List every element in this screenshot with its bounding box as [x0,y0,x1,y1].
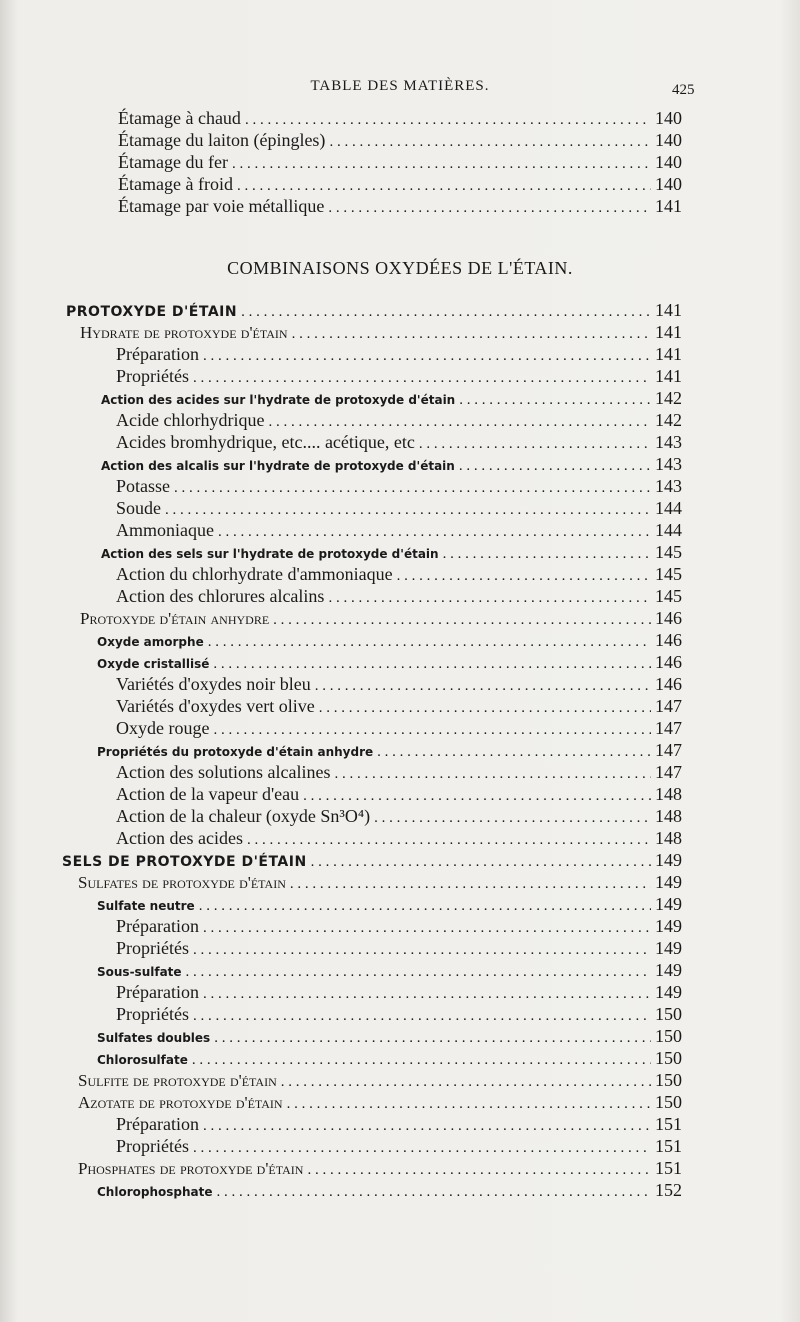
toc-entry: Action de la chaleur (oxyde Sn³O⁴) . . . 148 [116,806,682,828]
toc-subsection: Sulfate neutre . . . 149 [97,894,682,916]
toc-entry: Potasse . . . 143 [116,476,682,498]
toc-entry: Variétés d'oxydes noir bleu . . . 146 [116,674,682,696]
toc-entry: Étamage du fer . . . 140 [118,152,682,174]
toc-entry: Étamage à chaud . . . 140 [118,108,682,130]
toc-section: Hydrate de protoxyde d'étain . . . 141 [80,322,682,344]
toc-subsection: Action des acides sur l'hydrate de protoxyde d'étain . . . 142 [101,388,682,410]
toc-entry: Préparation . . . 149 [116,916,682,938]
toc-entry: Étamage par voie métallique . . . 141 [118,196,682,218]
toc-subsection: Oxyde amorphe . . . 146 [97,630,682,652]
toc-entry: Étamage du laiton (épingles) . . . 140 [118,130,682,152]
toc-subsection: Sulfates doubles . . . 150 [97,1026,682,1048]
toc-section: Protoxyde d'étain anhydre . . . 146 [80,608,682,630]
toc-subsection: Action des sels sur l'hydrate de protoxyde d'étain . . . 145 [101,542,682,564]
toc-chapter: SELS DE PROTOXYDE D'ÉTAIN . . . 149 [62,850,682,872]
toc-entry: Propriétés . . . 149 [116,938,682,960]
toc-entry: Propriétés . . . 150 [116,1004,682,1026]
toc-entry: Soude . . . 144 [116,498,682,520]
toc-entry: Propriétés . . . 151 [116,1136,682,1158]
toc-entry: Action de la vapeur d'eau . . . 148 [116,784,682,806]
page-number: 425 [672,82,695,98]
toc-entry: Variétés d'oxydes vert olive . . . 147 [116,696,682,718]
toc-subsection: Propriétés du protoxyde d'étain anhydre . . . 147 [97,740,682,762]
toc-section: Sulfates de protoxyde d'étain . . . 149 [78,872,682,894]
toc-entry: Préparation . . . 141 [116,344,682,366]
toc-entry: Oxyde rouge . . . 147 [116,718,682,740]
toc-entry: Action des solutions alcalines . . . 147 [116,762,682,784]
toc-entry: Acides bromhydrique, etc.... acétique, etc . . . 143 [116,432,682,454]
toc-entry: Préparation . . . 151 [116,1114,682,1136]
toc-entry: Propriétés . . . 141 [116,366,682,388]
toc-section: Azotate de protoxyde d'étain . . . 150 [78,1092,682,1114]
toc-entry: Ammoniaque . . . 144 [116,520,682,542]
toc-entry: Préparation . . . 149 [116,982,682,1004]
toc-entry: Action des acides . . . 148 [116,828,682,850]
running-head: TABLE DES MATIÈRES. [310,78,490,94]
toc-subsection: Chlorosulfate . . . 150 [97,1048,682,1070]
toc-section: Sulfite de protoxyde d'étain . . . 150 [78,1070,682,1092]
toc-subsection: Action des alcalis sur l'hydrate de protoxyde d'étain . . . 143 [101,454,682,476]
toc-entry: Action des chlorures alcalins . . . 145 [116,586,682,608]
section-title: COMBINAISONS OXYDÉES DE L'ÉTAIN. [227,258,573,278]
toc-entry: Étamage à froid . . . 140 [118,174,682,196]
toc-section: Phosphates de protoxyde d'étain . . . 151 [78,1158,682,1180]
toc-subsection: Sous-sulfate . . . 149 [97,960,682,982]
toc-subsection: Oxyde cristallisé . . . 146 [97,652,682,674]
toc-entry: Acide chlorhydrique . . . 142 [116,410,682,432]
toc-chapter: PROTOXYDE D'ÉTAIN . . . 141 [66,300,682,322]
toc-subsection: Chlorophosphate . . . 152 [97,1180,682,1202]
toc-entry: Action du chlorhydrate d'ammoniaque . . . 145 [116,564,682,586]
